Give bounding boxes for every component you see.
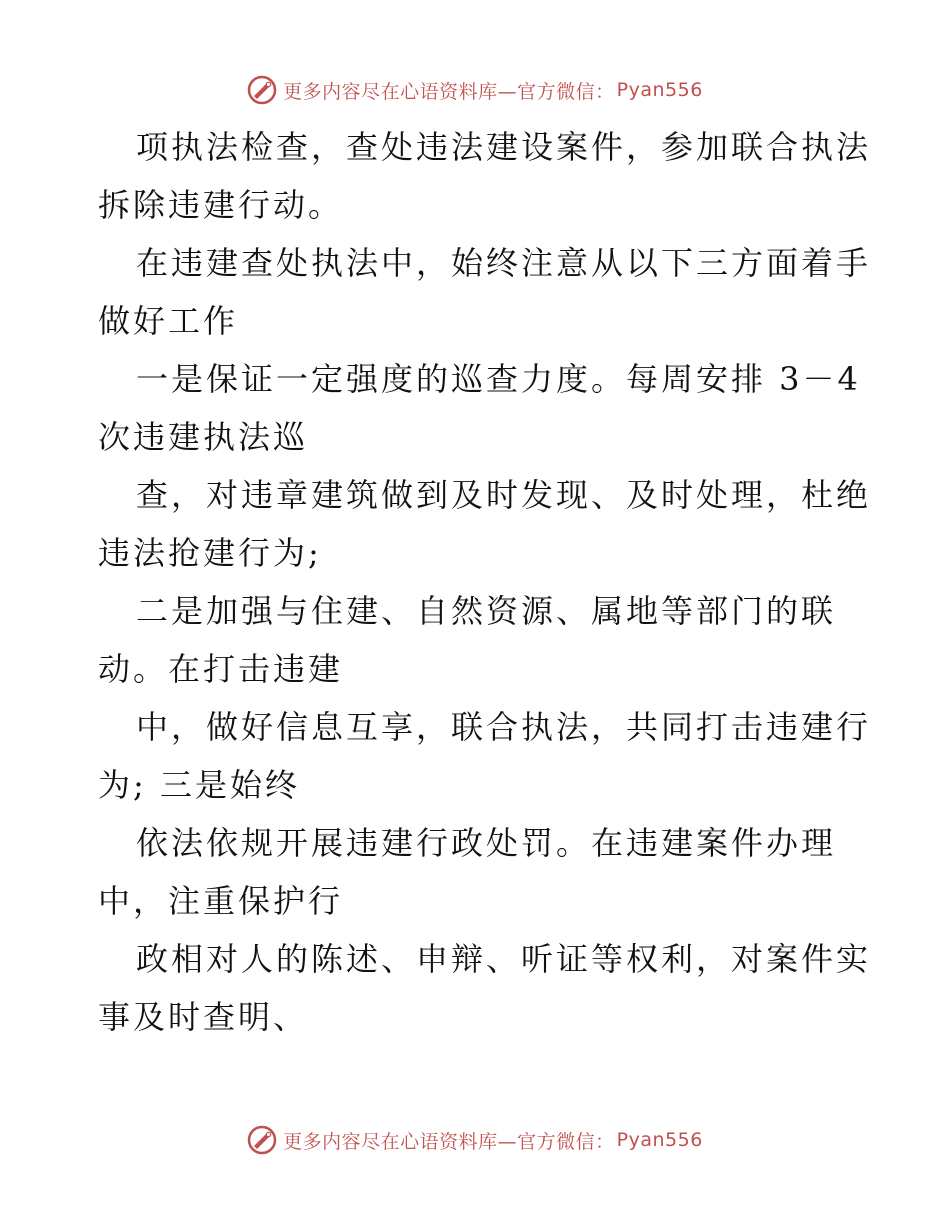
paragraph-line: 中，做好信息互享，联合执法，共同打击违建行 (136, 708, 872, 746)
paragraph-line: 中，注重保护行 (98, 882, 344, 920)
paragraph-line: 项执法检查，查处违法建设案件，参加联合执法 (136, 128, 872, 166)
paragraph (98, 814, 858, 930)
logo-icon (247, 1125, 277, 1155)
paragraph-line: 二是加强与住建、自然资源、属地等部门的联 (136, 592, 837, 630)
header-watermark (0, 70, 950, 110)
paragraph-line: 一是保证一定强度的巡查力度。每周安排 3－4 (136, 360, 861, 398)
paragraph (98, 466, 872, 582)
paragraph (98, 582, 858, 698)
paragraph (98, 930, 872, 1046)
paragraph (98, 698, 872, 814)
paragraph-line: 在违建查处执法中，始终注意从以下三方面着手 (136, 244, 872, 282)
watermark-wechat-id: Pyan556 (616, 1129, 703, 1151)
watermark-text: 更多内容尽在心语资料库—官方微信： (283, 80, 615, 103)
paragraph-line: 为; 三是始终 (98, 766, 300, 804)
paragraph-line: 查，对违章建筑做到及时发现、及时处理，杜绝 (136, 476, 872, 514)
paragraph-line: 事及时查明、 (98, 998, 309, 1036)
paragraph (98, 118, 872, 234)
watermark-wechat-id: Pyan556 (616, 79, 703, 101)
paragraph-line: 政相对人的陈述、申辩、听证等权利，对案件实 (136, 940, 872, 978)
paragraph-line: 依法依规开展违建行政处罚。在违建案件办理 (136, 824, 837, 862)
paragraph-line: 拆除违建行动。 (98, 186, 344, 224)
paragraph-line: 做好工作 (98, 302, 239, 340)
paragraph (98, 350, 861, 466)
paragraph-line: 违法抢建行为; (98, 534, 322, 572)
paragraph-line: 次违建执法巡 (98, 418, 309, 456)
logo-icon (247, 75, 277, 105)
document-body (98, 118, 872, 1046)
footer-watermark (0, 1120, 950, 1160)
watermark-text: 更多内容尽在心语资料库—官方微信： (283, 1130, 615, 1153)
paragraph (98, 234, 872, 350)
paragraph-line: 动。在打击违建 (98, 650, 344, 688)
